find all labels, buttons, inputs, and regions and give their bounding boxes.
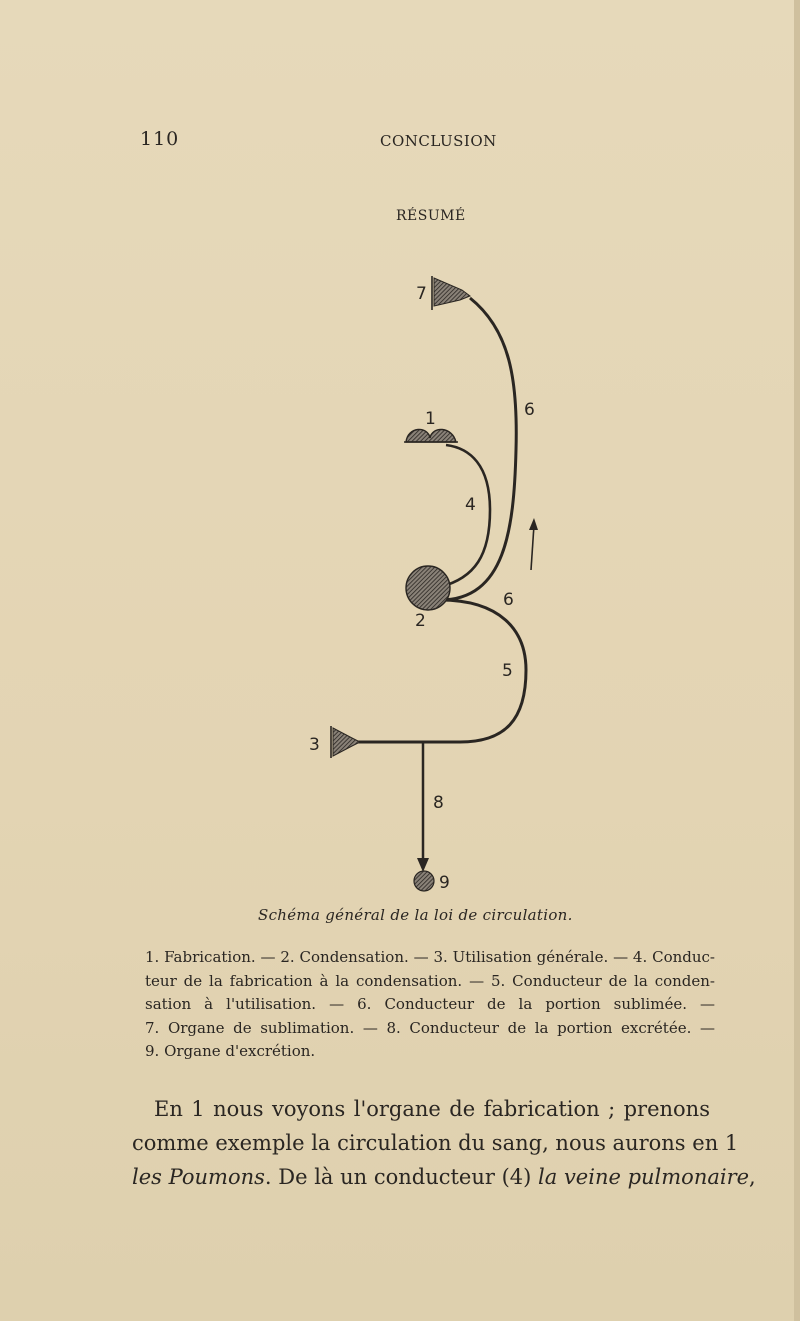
label-4: 4 [465,495,476,515]
label-6-top: 6 [524,400,535,420]
body-line: comme exemple la circulation du sang, nous aurons en 1 [132,1131,739,1155]
organ-3 [333,728,360,756]
body-line [132,1160,756,1194]
legend-line: teur de la fabrication à la condensation. — 5. Conducteur de la conden- [145,971,715,990]
conductor-6 [440,298,516,600]
legend-line: 9. Organe d'excrétion. [145,1042,316,1060]
organ-1 [406,429,456,442]
conductor-5 [350,600,526,742]
body-fragment: . De là un conducteur (4) [264,1165,539,1189]
figure-legend [145,946,715,1064]
label-7: 7 [416,284,427,304]
label-9: 9 [439,873,450,893]
body-fragment: , [749,1165,756,1189]
label-5: 5 [502,661,513,681]
label-1: 1 [425,409,436,429]
organ-7 [434,278,470,306]
label-3: 3 [309,735,320,755]
section-title: RÉSUMÉ [396,208,466,224]
body-paragraph [132,1092,756,1194]
label-2: 2 [415,611,426,631]
page-number: 110 [140,128,180,150]
conductor-4 [440,445,490,587]
label-6-bottom: 6 [503,590,514,610]
running-head: CONCLUSION [380,132,497,150]
body-line: En 1 nous voyons l'organe de fabrication ; prenons [154,1097,710,1121]
flow-arrow [531,525,534,570]
figure-caption: Schéma général de la loi de circulation. [258,906,573,924]
label-8: 8 [433,793,444,813]
italic-term: les Poumons [132,1165,265,1189]
organ-9 [414,871,434,891]
organ-2 [406,566,450,610]
arrow-head-8 [417,858,429,872]
italic-term: la veine pulmonaire [538,1165,750,1189]
legend-line: 7. Organe de sublimation. — 8. Conducteur de la portion excrétée. — [145,1018,715,1037]
legend-line: sation à l'utilisation. — 6. Conducteur de la portion sublimée. — [145,995,715,1013]
legend-line: 1. Fabrication. — 2. Condensation. — 3. Utilisation générale. — 4. Conduc- [145,948,715,966]
